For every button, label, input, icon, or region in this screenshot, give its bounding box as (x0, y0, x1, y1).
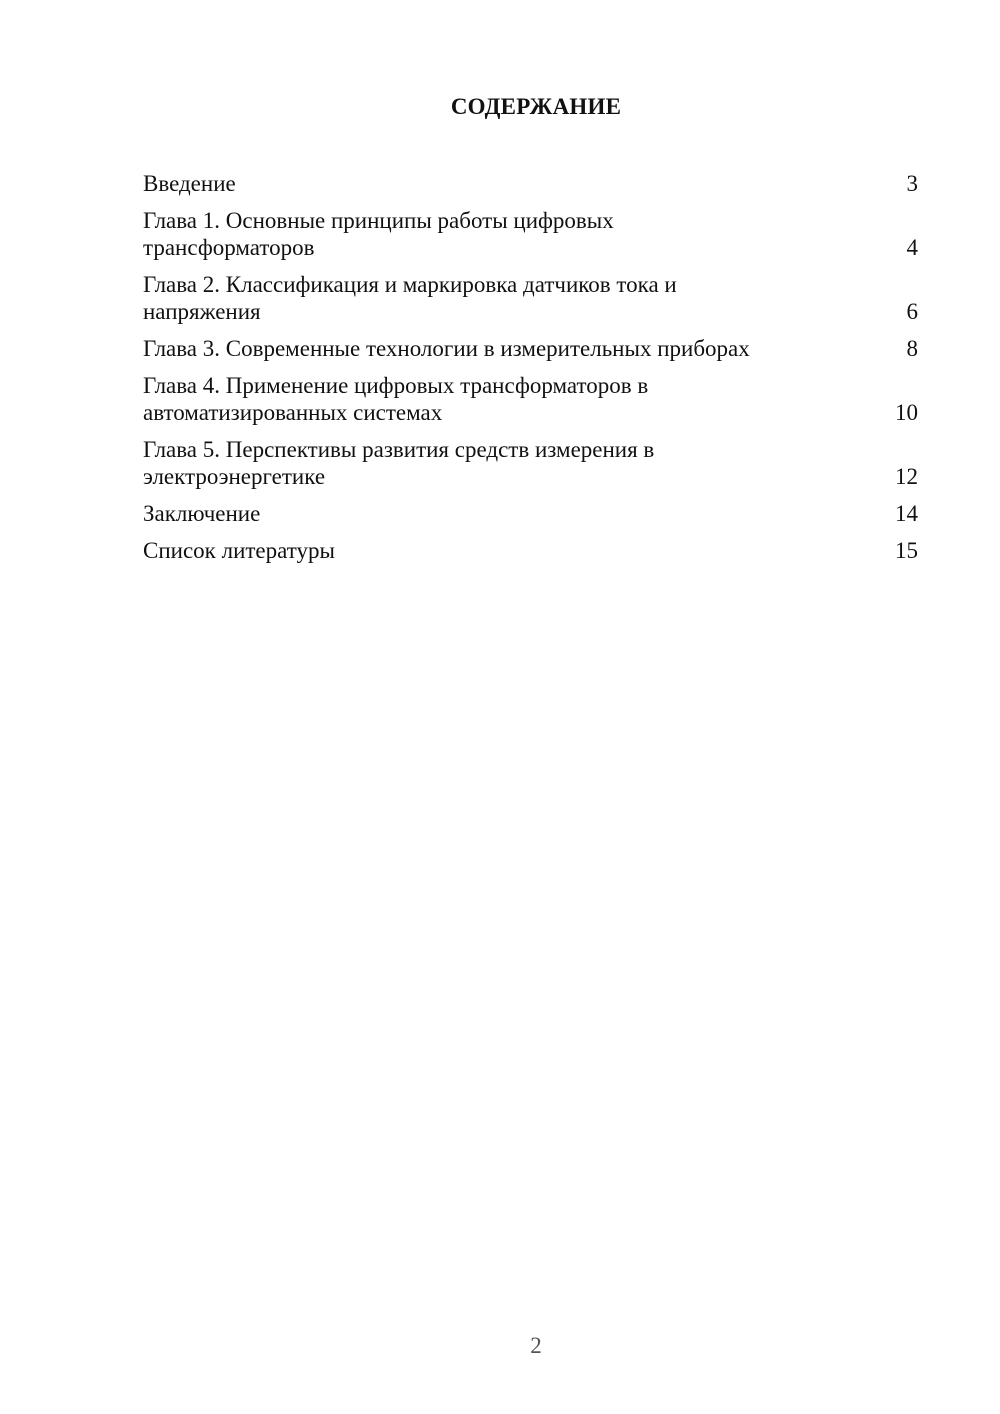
toc-entry-page: 6 (906, 299, 918, 324)
toc-entry-page: 10 (895, 400, 918, 425)
toc-entry-label: Глава 5. Перспективы развития средств измерения в электроэнергетике (143, 437, 655, 489)
toc-entry-label: Глава 3. Современные технологии в измерительных приборах (143, 336, 750, 361)
toc-entry-label: Список литературы (143, 538, 335, 563)
toc-entry-label: Глава 4. Применение цифровых трансформаторов в автоматизированных системах (143, 373, 649, 425)
table-of-contents (143, 170, 918, 574)
toc-entry-page: 8 (906, 336, 918, 361)
toc-entry-label: Введение (143, 171, 236, 196)
page-number: 2 (530, 1333, 542, 1358)
page-title: СОДЕРЖАНИЕ (450, 94, 622, 119)
toc-entry-label: Глава 1. Основные принципы работы цифровых трансформаторов (143, 208, 614, 260)
toc-entry (143, 500, 918, 527)
toc-entry-page: 15 (895, 538, 918, 563)
toc-entry (143, 207, 918, 261)
toc-entry (143, 372, 918, 426)
toc-entry-page: 12 (895, 464, 918, 489)
toc-entry-label: Заключение (143, 501, 261, 526)
toc-entry-page: 3 (906, 171, 918, 196)
toc-entry-page: 14 (895, 501, 918, 526)
toc-entry (143, 537, 918, 564)
toc-entry (143, 170, 918, 197)
toc-entry (143, 436, 918, 490)
toc-entry-page: 4 (906, 235, 918, 260)
toc-entry-label: Глава 2. Классификация и маркировка датчиков тока и напряжения (143, 272, 677, 324)
toc-entry (143, 271, 918, 325)
toc-entry (143, 335, 918, 362)
